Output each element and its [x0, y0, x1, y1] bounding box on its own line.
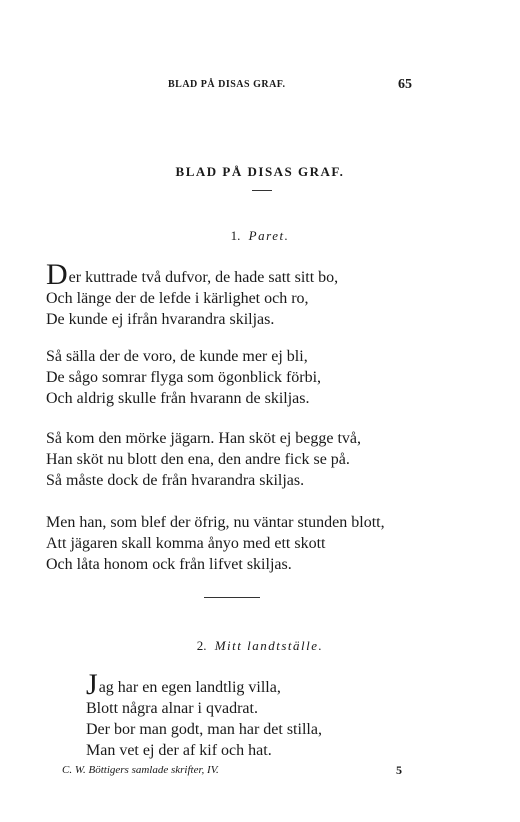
verse-line: Och låta honom ock från lifvet skiljas.: [46, 556, 292, 573]
running-head: [0, 79, 520, 95]
signature-line: C. W. Böttigers samlade skrifter, IV.: [62, 764, 219, 776]
drop-cap: D: [46, 258, 68, 291]
verse-line: Så kom den mörke jägarn. Han sköt ej begge två,: [46, 430, 362, 447]
poem-title: BLAD PÅ DISAS GRAF.: [175, 164, 345, 179]
verse-line: Att jägaren skall komma ånyo med ett skott: [46, 535, 326, 552]
stanza-4: [46, 512, 466, 575]
page-footer: [0, 764, 520, 780]
page-number: 65: [398, 77, 412, 92]
verse-line: Blott några alnar i qvadrat.: [86, 700, 258, 717]
verse-line: Jag har en egen landtlig villa,: [86, 668, 281, 701]
section-number: 1.: [230, 228, 241, 243]
section-heading-2: [0, 638, 520, 654]
stanza-5: [86, 668, 506, 761]
drop-cap: J: [86, 668, 98, 701]
verse-line: Han sköt nu blott den ena, den andre fick se på.: [46, 451, 350, 468]
section-name: Paret.: [248, 228, 290, 243]
running-head-title: BLAD PÅ DISAS GRAF.: [168, 79, 286, 90]
stanza-3: [46, 428, 466, 491]
verse-line: Så måste dock de från hvarandra skiljas.: [46, 472, 305, 489]
verse-line: De kunde ej ifrån hvarandra skiljas.: [46, 311, 275, 328]
verse-line: De sågo somrar flyga som ögonblick förbi,: [46, 369, 322, 386]
verse-line: Men han, som blef der öfrig, nu väntar stunden blott,: [46, 514, 385, 531]
section-divider: [204, 597, 260, 598]
verse-line: Och aldrig skulle från hvarann de skiljas.: [46, 390, 310, 407]
verse-line: Man vet ej der af kif och hat.: [86, 742, 272, 759]
section-heading-1: [0, 228, 520, 244]
verse-line: Der kuttrade två dufvor, de hade satt sitt bo,: [46, 258, 339, 291]
verse-line: Der bor man godt, man har det stilla,: [86, 721, 322, 738]
stanza-1: [46, 258, 466, 330]
sheet-mark: 5: [396, 763, 402, 777]
verse-line: Och länge der de lefde i kärlighet och ro,: [46, 290, 309, 307]
section-name: Mitt landtställe.: [214, 638, 324, 653]
title-rule: [252, 190, 272, 191]
verse-line: Så sälla der de voro, de kunde mer ej bli,: [46, 348, 308, 365]
section-number: 2.: [196, 638, 207, 653]
stanza-2: [46, 346, 466, 409]
